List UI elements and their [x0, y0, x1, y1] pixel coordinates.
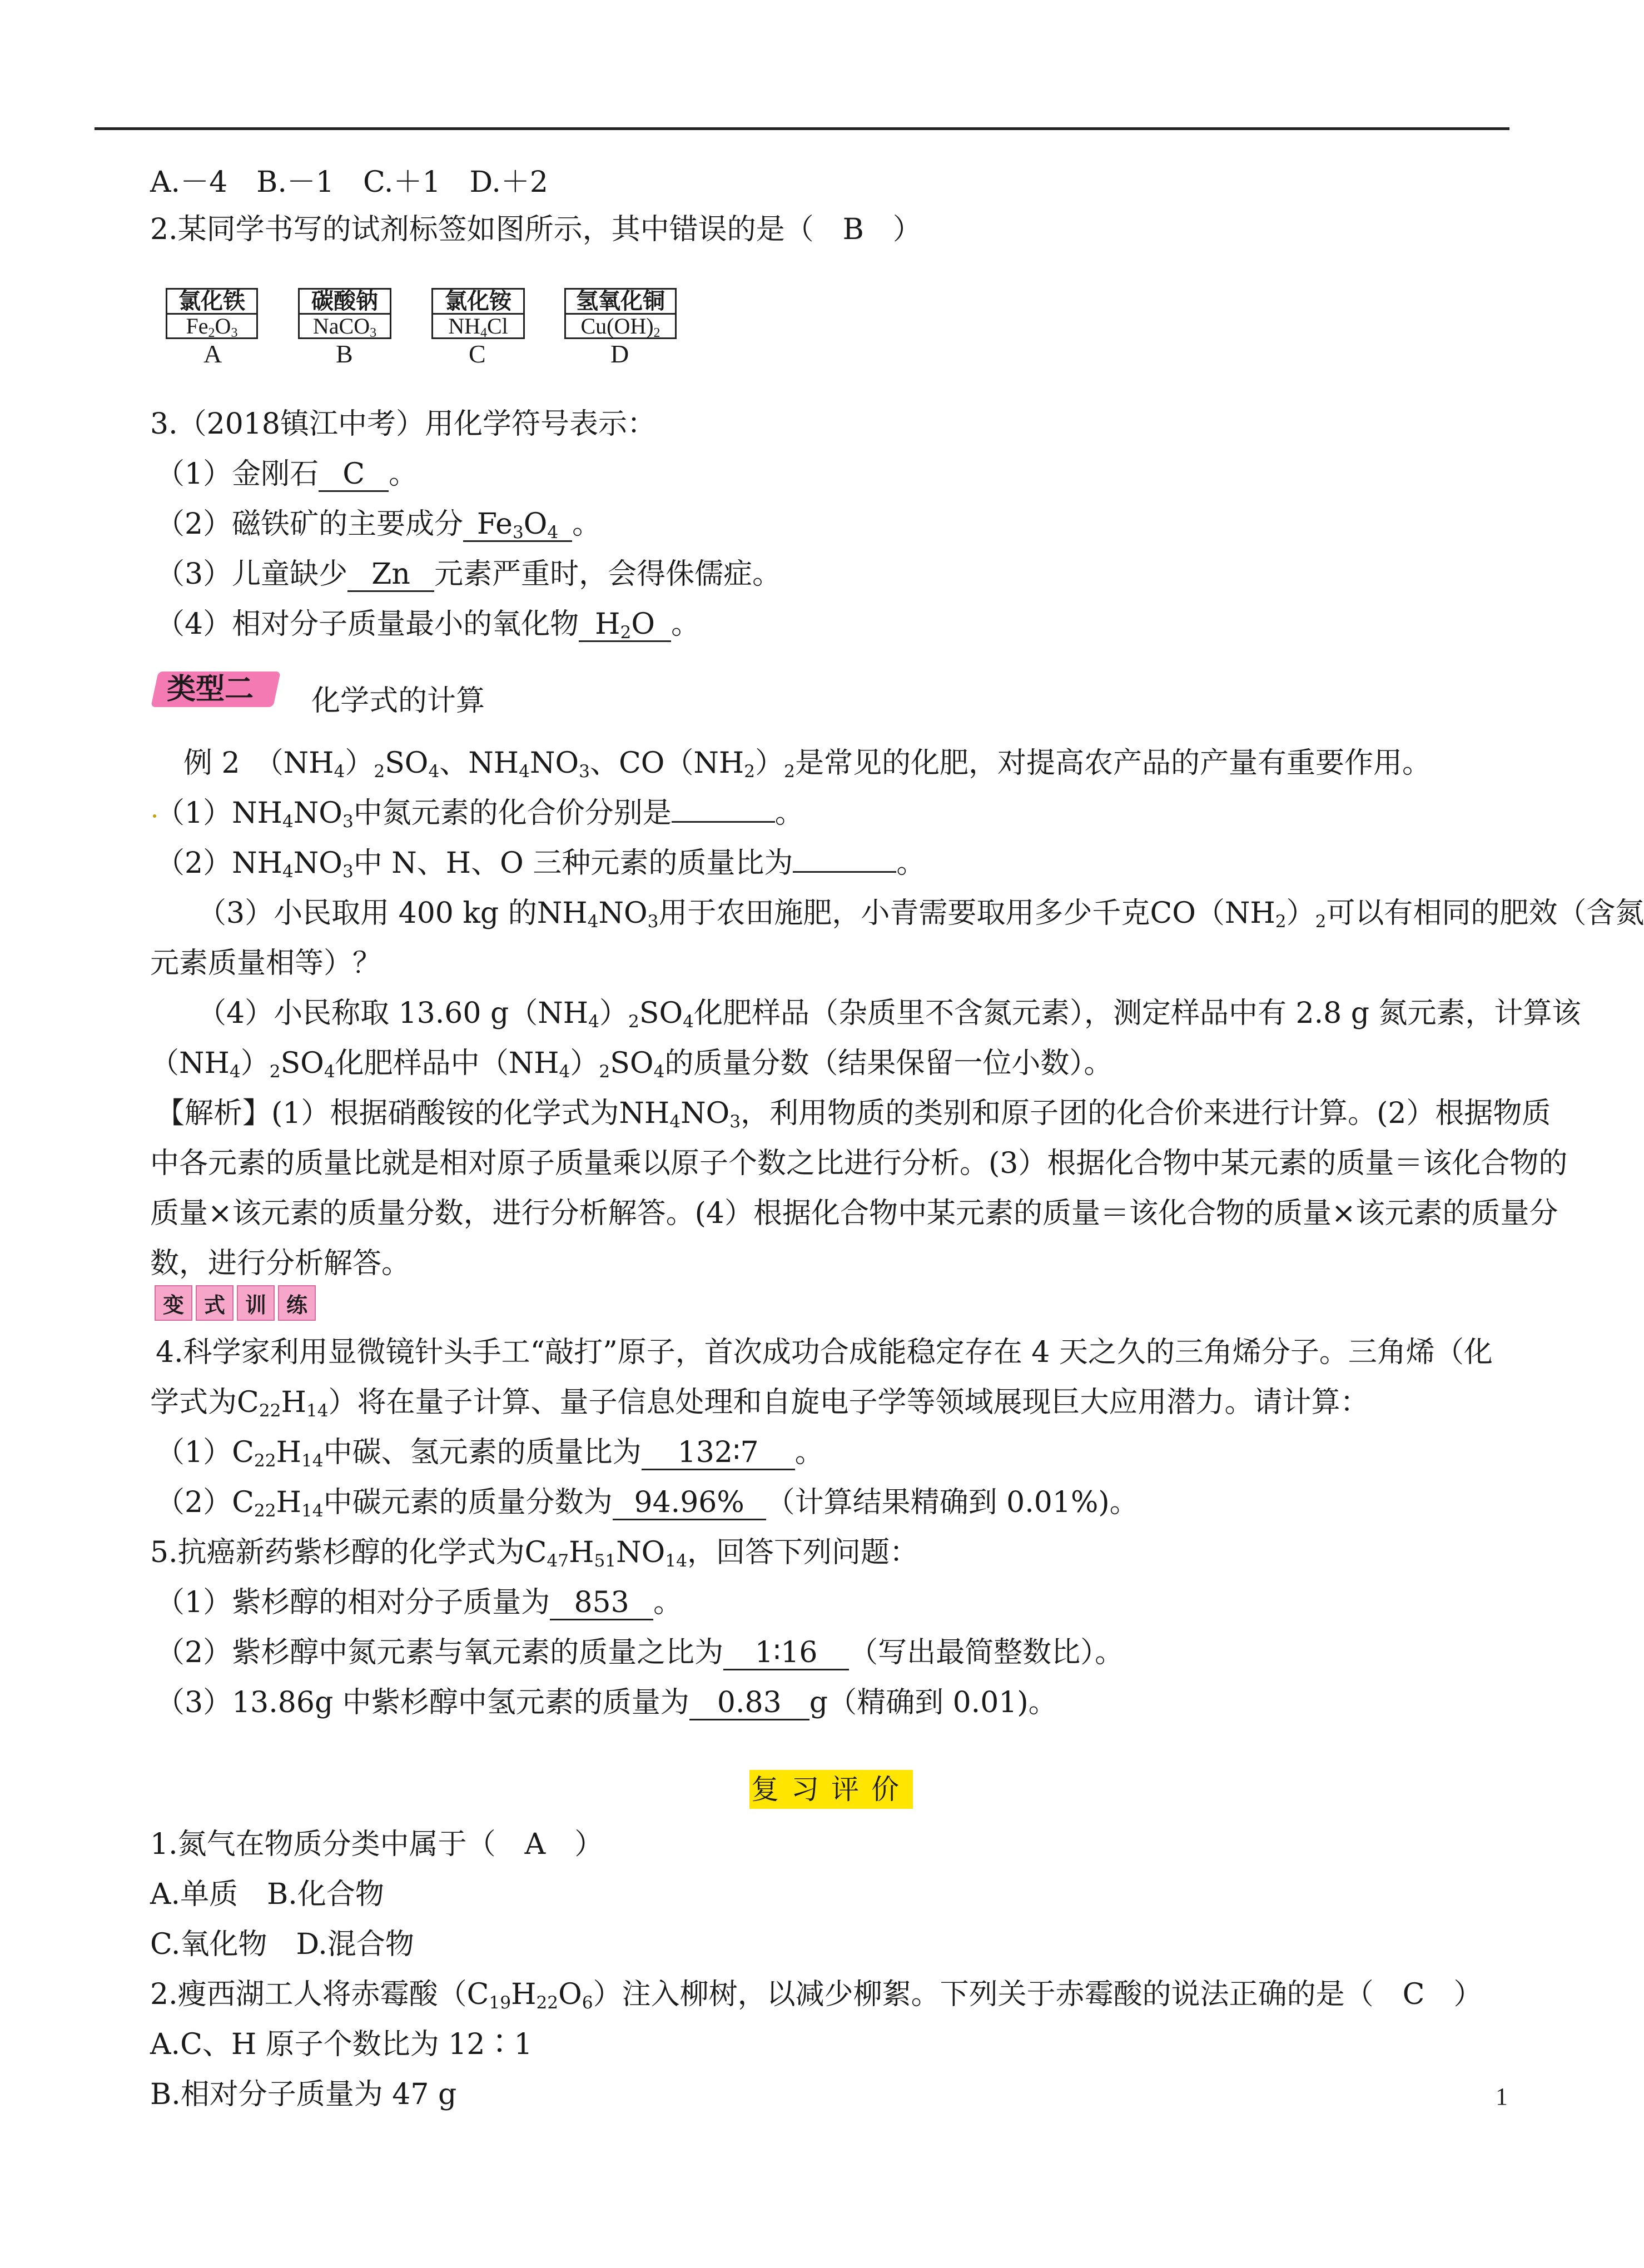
q5-part1: （1）紫杉醇的相对分子质量为 853 。 — [156, 1586, 683, 1619]
example-2-part4: （4）小民称取 13.60 $g(NH_4)_2SO_4$化肥样品（杂质里不含氮元素），测定样品中有 2.8 g 氮元素，计算该 — [197, 997, 1581, 1032]
review-section-title: 复习评价 — [749, 1770, 913, 1809]
review-q2-option-b: B.相对分子质量为 47 g — [150, 2078, 457, 2111]
label-name: 氢氧化铜 — [566, 290, 675, 315]
example-2-part2: $(2)NH_4NO_3$中 N、H、O 三种元素的质量比为 。 — [156, 847, 926, 882]
review-q1-answer: A — [524, 1828, 546, 1861]
analysis-line3: 质量×该元素的质量分数，进行分析解答。(4）根据化合物中某元素的质量＝该化合物的质量×该元素的质量分 — [150, 1197, 1558, 1230]
q5-part2: （2）紫杉醇中氮元素与氧元素的质量之比为 1∶16 （写出最简整数比）。 — [156, 1636, 1124, 1669]
review-q2-answer: C — [1402, 1978, 1425, 2011]
label-name: 氯化铁 — [167, 290, 256, 315]
practice-badge — [155, 1285, 316, 1320]
reagent-label-c — [431, 288, 525, 339]
label-name: 氯化铵 — [433, 290, 523, 315]
review-q2-option-a: A.C、H 原子个数比为 12∶1 — [150, 2028, 533, 2061]
reagent-label-a — [166, 288, 258, 339]
review-q2: 2.瘦西湖工人将赤霉酸$(C_{19}H_{22}O_6)$注入柳树，以减少柳絮。下列关于赤霉酸的说法正确的是（ C ） — [150, 1978, 1483, 2013]
q4-stem-line2: 学式为$C_{22}H_{14}$）将在量子计算、量子信息处理和自旋电子学等领域展现巨大应用潜力。请计算： — [150, 1386, 1369, 1421]
review-q1-options-1: A.单质 B.化合物 — [150, 1878, 384, 1911]
example-2-part1: $(1)NH_4NO_3$中氮元素的化合价分别是 。 — [156, 797, 804, 832]
q3-part1: （1）金刚石 C 。 — [156, 457, 418, 491]
q5-stem: 5.抗癌新药紫杉醇的化学式为$C_{47}H_{51}NO_{14}$，回答下列问题： — [150, 1536, 918, 1571]
q2-stem: 2.某同学书写的试剂标签如图所示，其中错误的是（ B ） — [150, 213, 922, 246]
q2-answer: B — [842, 213, 864, 246]
label-letter-c: C — [469, 340, 486, 368]
answer-blank: 853 — [550, 1586, 653, 1620]
answer-blank: $Fe_3O_4$ — [463, 508, 572, 542]
q4-part2: $(2)C_{22}H_{14}$中碳元素的质量分数为 94.96% （计算结果精确到 0.01%)。 — [156, 1486, 1139, 1521]
analysis-line2: 中各元素的质量比就是相对原子质量乘以原子个数之比进行分析。(3）根据化合物中某元素的质量＝该化合物的 — [150, 1147, 1568, 1180]
page-number: 1 — [1496, 2083, 1508, 2110]
label-formula: NaCO$_3$ — [312, 314, 377, 340]
q3-part2: （2）磁铁矿的主要成分 $Fe_3O_4$ 。 — [156, 508, 602, 543]
label-letter-a: A — [203, 340, 222, 368]
answer-blank: 94.96% — [613, 1486, 766, 1520]
answer-blank: Zn — [347, 558, 434, 592]
analysis-line4: 数，进行分析解答。 — [150, 1247, 411, 1280]
label-formula: $Cu(OH)_2$ — [580, 314, 660, 340]
answer-blank — [672, 821, 775, 823]
section-title: 化学式的计算 — [311, 684, 485, 718]
example-2-stem: 例 2 $(NH_4)_2SO_4$、$NH_4NO_3$、$CO(NH_2)_2$是常见的化肥，对提高农产品的产量有重要作用。 — [183, 747, 1431, 782]
example-2-part3: （3）小民取用 400 kg 的$NH_4NO_3$用于农田施肥，小青需要取用多少千克$CO(NH_2)_2$可以有相同的肥效（含氮 — [197, 897, 1644, 932]
analysis-line1: 【解析】(1）根据硝酸铵的化学式为$NH_4NO_3$，利用物质的类别和原子团的化合价来进行计算。(2）根据物质 — [156, 1097, 1551, 1132]
label-letter-b: B — [336, 340, 353, 368]
answer-blank: 132∶7 — [642, 1436, 795, 1470]
q1-options: A.－4 B.－1 C.＋1 D.＋2 — [150, 166, 548, 199]
label-letter-d: D — [610, 340, 629, 368]
answer-blank: $H_2O$ — [579, 608, 671, 642]
practice-badge-char: 式 — [196, 1285, 234, 1321]
q5-part3: （3）13.86g 中紫杉醇中氢元素的质量为 0.83 g（精确到 0.01)。 — [156, 1686, 1057, 1719]
answer-blank: 1∶16 — [723, 1637, 849, 1670]
answer-blank: 0.83 — [689, 1687, 809, 1720]
q4-part1: $(1)C_{22}H_{14}$中碳、氢元素的质量比为 132∶7 。 — [156, 1436, 824, 1471]
q3-part4: （4）相对分子质量最小的氧化物 $H_2O$ 。 — [156, 608, 701, 643]
label-formula: $Fe_2O_3$ — [186, 314, 238, 340]
example-2-part4-cont: $(NH_4)_2SO_4$化肥样品中$(NH_4)_2SO_4$的质量分数（结果保留一位小数）。 — [150, 1047, 1113, 1082]
review-q1: 1.氮气在物质分类中属于（ A ） — [150, 1828, 604, 1861]
practice-badge-char: 训 — [237, 1285, 275, 1321]
reagent-label-b — [298, 288, 391, 339]
header-rule — [95, 127, 1509, 130]
reagent-label-d — [564, 288, 677, 339]
answer-blank: C — [319, 458, 389, 492]
label-name: 碳酸钠 — [300, 290, 390, 315]
answer-blank — [793, 871, 896, 873]
review-q1-options-2: C.氧化物 D.混合物 — [150, 1928, 414, 1961]
label-formula: $NH_4Cl$ — [448, 314, 508, 340]
practice-badge-char: 练 — [278, 1285, 316, 1321]
practice-badge-char: 变 — [155, 1285, 192, 1321]
example-2-part3-cont: 元素质量相等）？ — [150, 947, 382, 980]
q3-stem: 3.（2018镇江中考）用化学符号表示： — [150, 407, 656, 441]
q4-stem-line1: 4.科学家利用显微镜针头手工“敲打”原子，首次成功合成能稳定存在 4 天之久的三角烯分子。三角烯（化 — [156, 1336, 1493, 1369]
q3-part3: （3）儿童缺少 Zn 元素严重时，会得侏儒症。 — [156, 558, 782, 591]
type-badge: 类型二 — [167, 673, 254, 706]
